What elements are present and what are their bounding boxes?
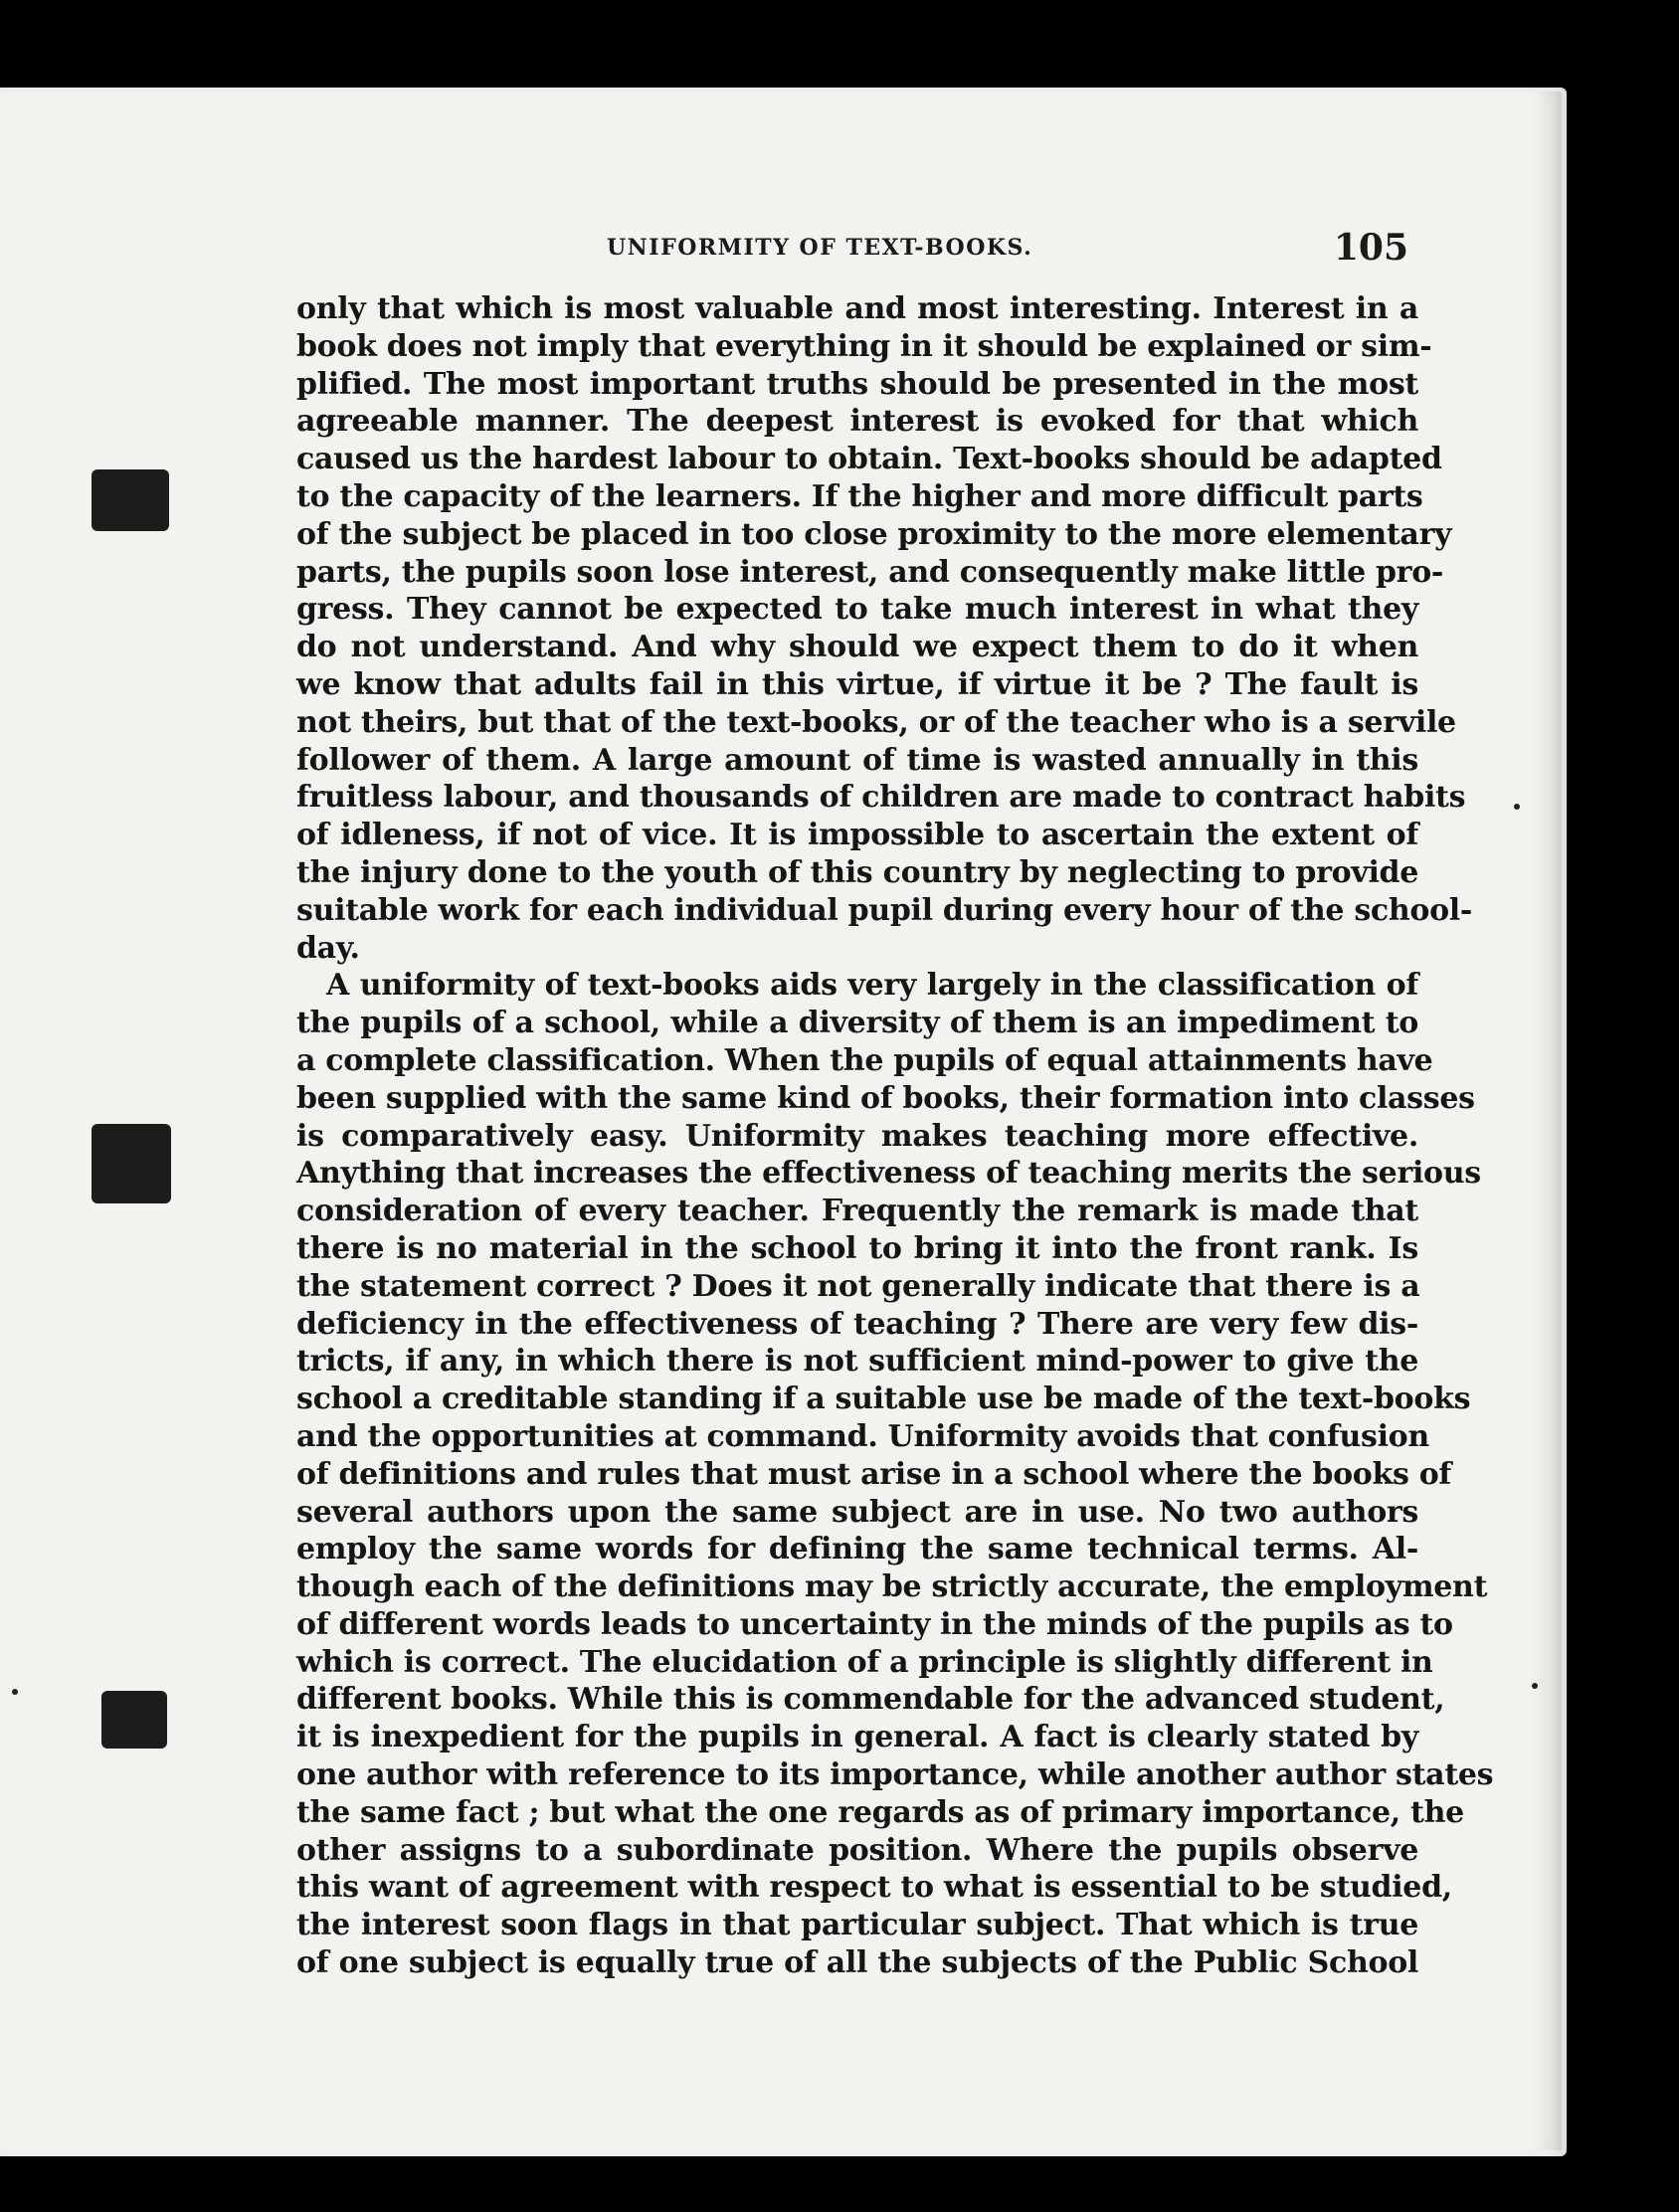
text-line: the injury done to the youth of this country by neglecting to provide xyxy=(296,854,1418,890)
text-line: there is no material in the school to bring it into the front rank. Is xyxy=(296,1230,1418,1266)
text-line: day. xyxy=(296,930,360,966)
margin-speck xyxy=(1514,804,1520,810)
text-line: the interest soon flags in that particular subject. That which is true xyxy=(296,1908,1418,1943)
text-line: of idleness, if not of vice. It is impossible to ascertain the extent of xyxy=(296,818,1418,853)
text-line: we know that adults fail in this virtue, if virtue it be ? The fault is xyxy=(296,666,1418,702)
text-line: do not understand. And why should we expect them to do it when xyxy=(296,630,1418,665)
text-line: only that which is most valuable and most interesting. Interest in a xyxy=(296,291,1418,326)
text-line: different books. While this is commendable for the advanced student, xyxy=(296,1682,1445,1718)
text-line: fruitless labour, and thousands of children are made to contract habits xyxy=(296,780,1466,816)
body-text xyxy=(296,290,1494,1982)
binding-mark-middle xyxy=(92,1124,171,1203)
text-line: though each of the definitions may be strictly accurate, the employment xyxy=(296,1569,1488,1605)
text-line: of one subject is equally true of all the subjects of the Public School xyxy=(296,1945,1418,1981)
running-head: UNIFORMITY OF TEXT-BOOKS. xyxy=(607,235,1033,261)
text-line: agreeable manner. The deepest interest is evoked for that which xyxy=(296,404,1418,440)
text-line: a complete classification. When the pupils of equal attainments have xyxy=(296,1042,1433,1078)
margin-speck xyxy=(12,1689,18,1695)
text-line: not theirs, but that of the text-books, or of the teacher who is a servile xyxy=(296,704,1456,740)
text-line: consideration of every teacher. Frequently the remark is made that xyxy=(296,1194,1418,1229)
page-edge-shadow xyxy=(1532,92,1562,2150)
text-line: book does not imply that everything in it should be explained or sim- xyxy=(296,328,1432,364)
binding-mark-bottom xyxy=(101,1691,167,1749)
text-line: gress. They cannot be expected to take much interest in what they xyxy=(296,592,1418,628)
text-line: Anything that increases the effectiveness of teaching merits the serious xyxy=(296,1156,1481,1192)
text-line: to the capacity of the learners. If the higher and more difficult parts xyxy=(296,478,1423,514)
text-line: suitable work for each individual pupil during every hour of the school- xyxy=(296,892,1473,928)
page-header xyxy=(296,227,1408,276)
text-line: caused us the hardest labour to obtain. Text-books should be adapted xyxy=(296,442,1442,477)
text-line: this want of agreement with respect to what is essential to be studied, xyxy=(296,1870,1452,1906)
text-line: one author with reference to its importance, while another author states xyxy=(296,1757,1494,1793)
page-number: 105 xyxy=(1333,227,1408,269)
text-line: the statement correct ? Does it not generally indicate that there is a xyxy=(296,1268,1420,1304)
text-line: it is inexpedient for the pupils in general. A fact is clearly stated by xyxy=(296,1720,1418,1755)
margin-speck xyxy=(1532,1683,1538,1689)
text-line: been supplied with the same kind of books, their formation into classes xyxy=(296,1080,1475,1116)
text-line-paragraph-start: A uniformity of text-books aids very largely in the classification of xyxy=(326,968,1418,1004)
text-line: of the subject be placed in too close proximity to the more elementary xyxy=(296,516,1452,552)
text-line: plified. The most important truths should be presented in the most xyxy=(296,366,1418,402)
text-line: of different words leads to uncertainty in the minds of the pupils as to xyxy=(296,1606,1453,1642)
text-line: is comparatively easy. Uniformity makes teaching more effective. xyxy=(296,1118,1418,1154)
text-line: and the opportunities at command. Uniformity avoids that confusion xyxy=(296,1418,1429,1454)
text-line: follower of them. A large amount of time is wasted annually in this xyxy=(296,742,1418,778)
text-line: deficiency in the effectiveness of teaching ? There are very few dis- xyxy=(296,1306,1418,1342)
text-line: employ the same words for defining the same technical terms. Al- xyxy=(296,1532,1418,1567)
text-line: of definitions and rules that must arise in a school where the books of xyxy=(296,1456,1452,1492)
text-line: the pupils of a school, while a diversity of them is an impediment to xyxy=(296,1006,1418,1041)
text-line: parts, the pupils soon lose interest, and consequently make little pro- xyxy=(296,554,1444,590)
text-line: school a creditable standing if a suitable use be made of the text-books xyxy=(296,1382,1471,1417)
text-line: other assigns to a subordinate position. Where the pupils observe xyxy=(296,1832,1418,1868)
binding-mark-top xyxy=(92,469,169,531)
text-line: several authors upon the same subject are in use. No two authors xyxy=(296,1494,1418,1530)
text-line: the same fact ; but what the one regards as of primary importance, the xyxy=(296,1794,1464,1830)
text-line: which is correct. The elucidation of a principle is slightly different in xyxy=(296,1644,1433,1680)
text-line: tricts, if any, in which there is not sufficient mind-power to give the xyxy=(296,1344,1418,1380)
